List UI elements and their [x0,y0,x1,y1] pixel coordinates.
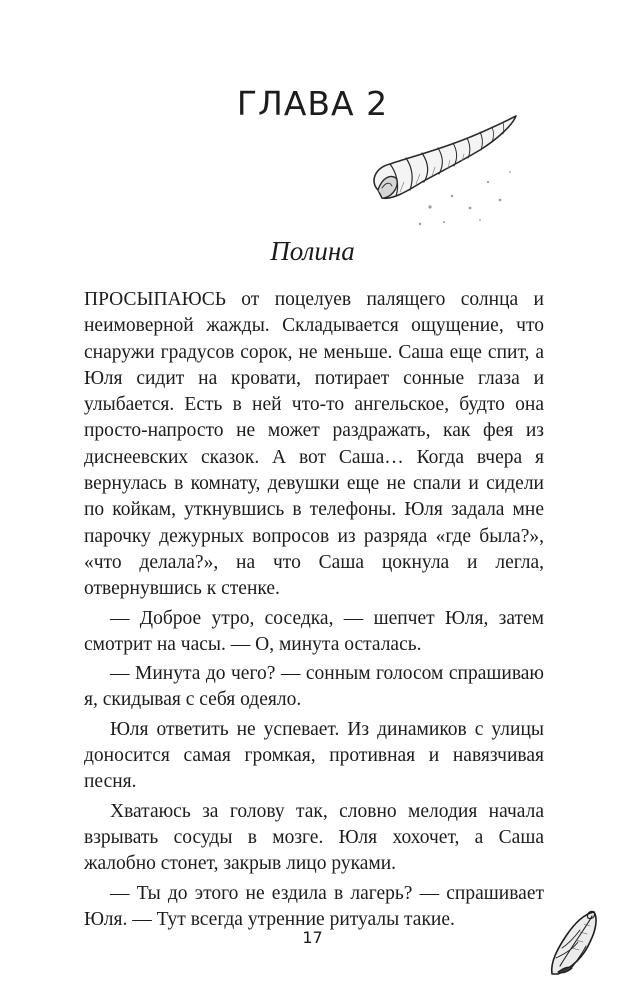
paragraph: Юля ответить не успевает. Из динамиков с улицы доносится самая громкая, противная и навязчивая песня. [84,718,544,793]
conch-shell-icon [546,908,602,978]
chapter-text [84,287,544,933]
chapter-title: ГЛАВА 2 [236,84,389,123]
paragraph: — Доброе утро, соседка, — шепчет Юля, затем смотрит на часы. — О, минута осталась. [84,607,544,655]
paragraph: — Минута до чего? — сонным голосом спрашиваю я, скидывая с себя одеяло. [84,663,544,711]
page-number: 17 [302,928,323,947]
paragraph: Хватаюсь за голову так, словно мелодия начала взрывать сосуды в мозге. Юля хохочет, а Саша жалобно стонет, закрыв лицо руками. [84,800,544,875]
paragraph: — Ты до этого не ездила в лагерь? — спрашивает Юля. — Тут всегда утренние ритуалы такие. [84,882,544,930]
spiral-seashell-icon [360,112,530,242]
paragraph: ПРОСЫПАЮСЬ от поцелуев палящего солнца и неимоверной жажды. Складывается ощущение, что снаружи градусов сорок, не меньше. Саша еще спит, а Юля сидит на кровати, потирает сонные глаза и улыбается. Есть в ней что-то ангельское, будто она просто-напросто не может раздражать, как фея из диснеевских сказок. А вот Саша… Когда вчера я вернулась в комнату, девушки еще не спали и сидели по койкам, уткнувшись в телефоны. Юля задала мне парочку дежурных вопросов из разряда «где была?», «что делала?», на что Саша цокнула и легла, отвернувшись к стенке. [84,289,544,600]
chapter-subtitle: Полина [270,236,355,266]
